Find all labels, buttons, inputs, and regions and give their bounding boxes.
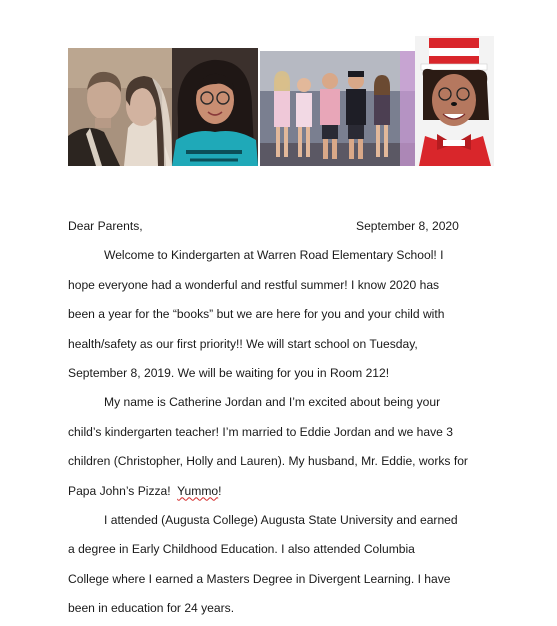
text-line: been in education for 24 years.: [68, 601, 235, 616]
paragraph-welcome: [68, 241, 508, 388]
text-line: a degree in Early Childhood Education. I also attended Columbia: [68, 542, 415, 557]
text-segment: Papa John’s Pizza!: [68, 483, 178, 498]
family-group-photo: [260, 51, 415, 166]
text-line: My name is Catherine Jordan and I’m excited about being your: [104, 395, 441, 410]
text-line: child’s kindergarten teacher! I’m married to Eddie Jordan and we have 3: [68, 424, 453, 439]
text-line: September 8, 2019. We will be waiting for you in Room 212!: [68, 365, 390, 380]
letter-body: [68, 212, 508, 623]
text-line: I attended (Augusta College) Augusta State University and earned: [104, 512, 458, 527]
letter-date: September 8, 2020: [356, 219, 459, 233]
salutation: Dear Parents,: [68, 219, 143, 233]
paragraph-education: [68, 506, 508, 624]
wedding-photo: [68, 48, 172, 166]
paragraph-introduction: [68, 388, 508, 506]
teacher-portrait-photo: [172, 48, 258, 166]
text-line: children (Christopher, Holly and Lauren). My husband, Mr. Eddie, works for: [68, 454, 468, 469]
text-line: College where I earned a Masters Degree in Divergent Learning. I have: [68, 571, 451, 586]
text-segment: !: [218, 483, 222, 498]
text-line: been a year for the “books” but we are here for you and your child with: [68, 307, 445, 322]
photo-strip: [68, 48, 494, 166]
misspelled-word[interactable]: Yummo: [177, 483, 219, 498]
text-line: hope everyone had a wonderful and restful summer! I know 2020 has: [68, 277, 440, 292]
text-line: [68, 477, 508, 506]
costume-portrait-photo: [415, 36, 494, 166]
text-line: Welcome to Kindergarten at Warren Road Elementary School! I: [104, 248, 444, 263]
salutation-line: [68, 212, 508, 241]
text-line: health/safety as our first priority!! We will start school on Tuesday,: [68, 336, 418, 351]
